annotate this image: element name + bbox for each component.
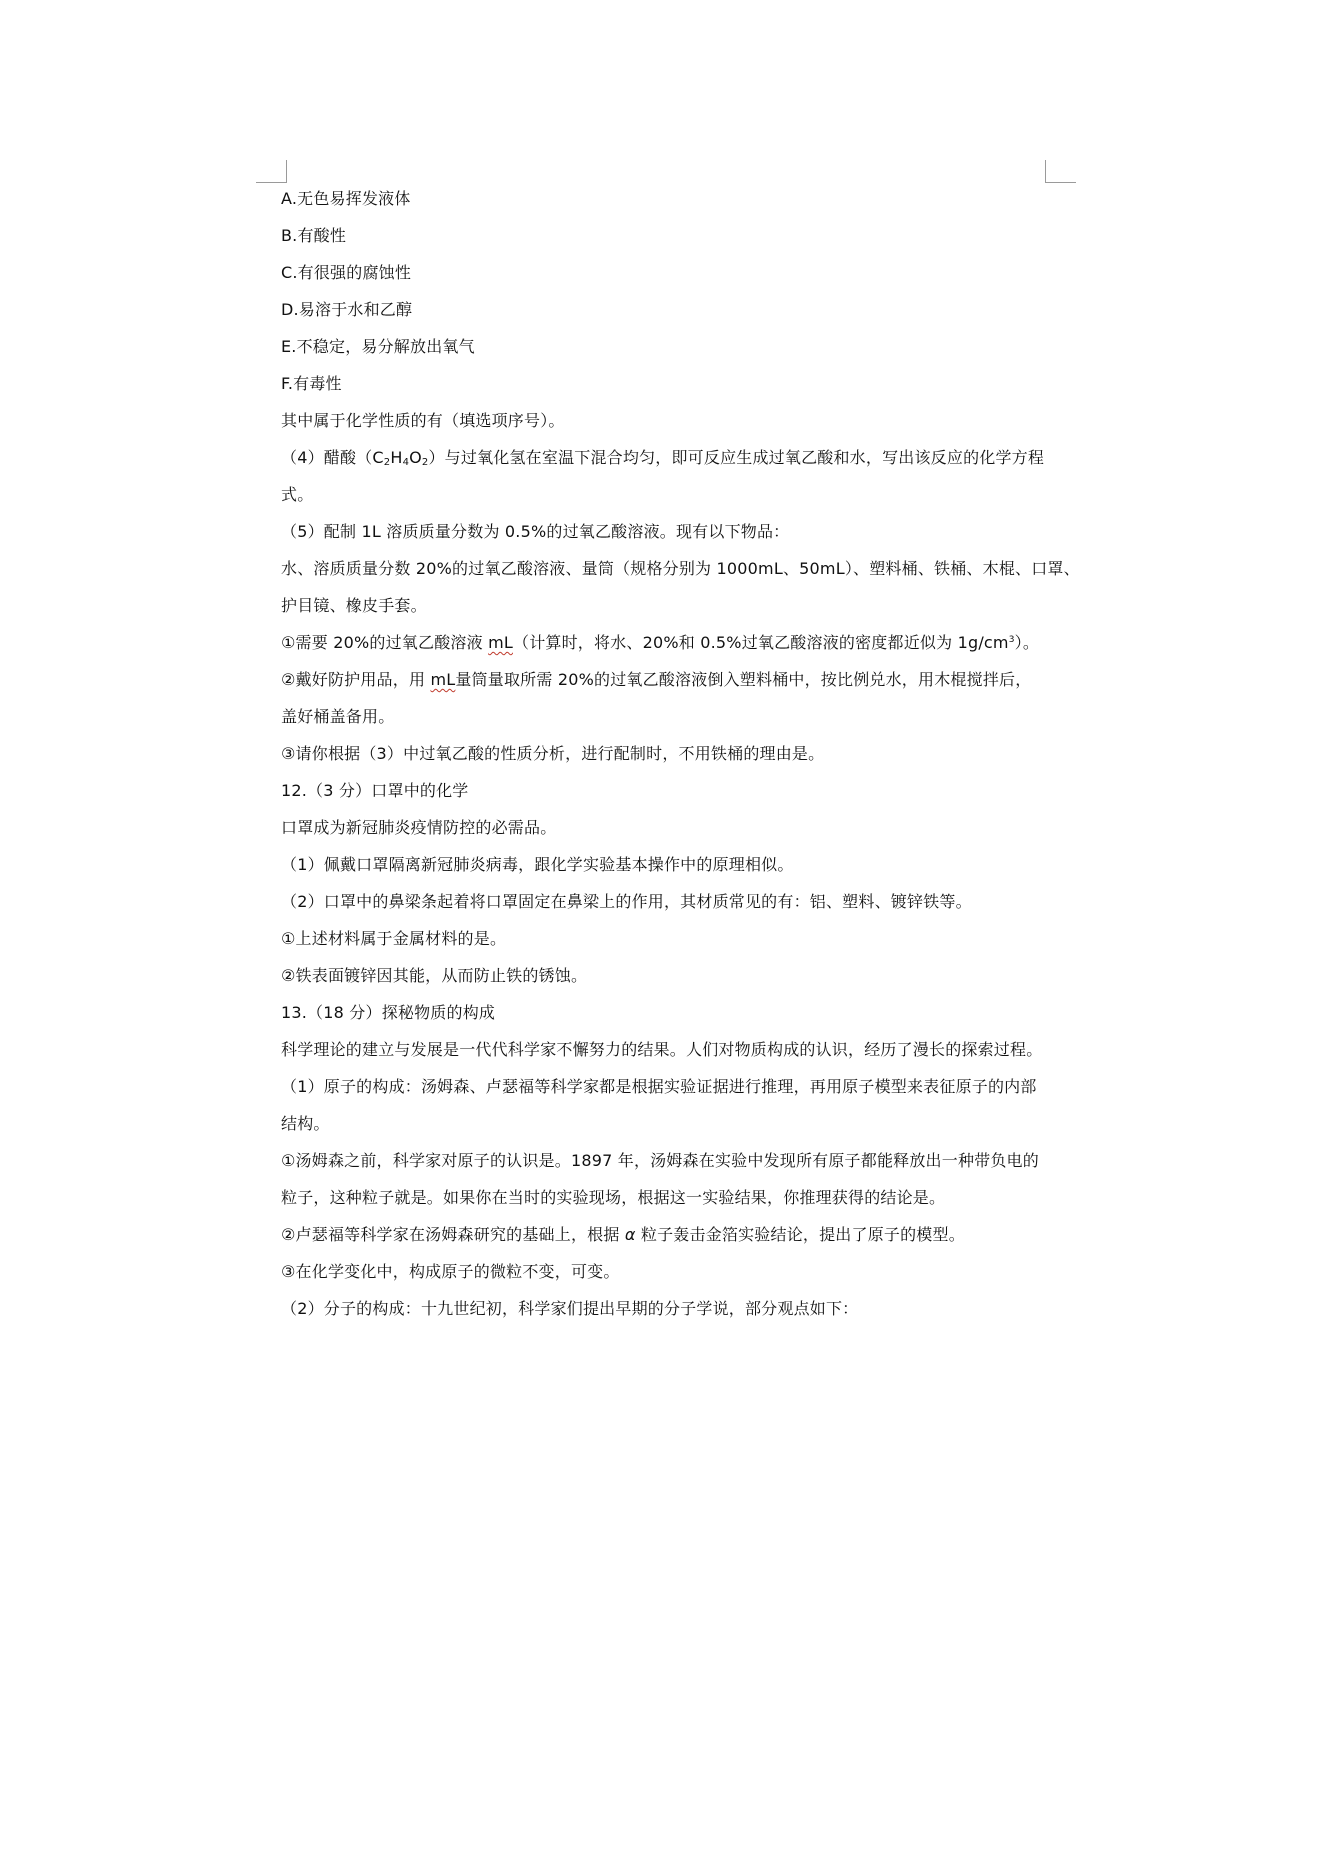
question-12-part-2: （2）口罩中的鼻梁条起着将口罩固定在鼻梁上的作用，其材质常见的有：铝、塑料、镀锌铁等。 <box>281 892 972 911</box>
step1-text-after: ）。 <box>1014 633 1040 652</box>
option-f: F.有毒性 <box>281 374 342 393</box>
q4-text-mid-2: O <box>409 448 422 467</box>
step1-unit: mL <box>488 633 513 652</box>
step2-text-after: 量筒量取所需 20%的过氧乙酸溶液倒入塑料桶中，按比例兑水，用木棍搅拌后， <box>455 670 1032 689</box>
question-5-step-3: ③请你根据（3）中过氧乙酸的性质分析，进行配制时，不用铁桶的理由是。 <box>281 744 825 763</box>
q4-sub-2: 4 <box>402 457 410 468</box>
question-12-part-2-sub-1: ①上述材料属于金属材料的是。 <box>281 929 507 948</box>
question-5-step-2-line-1 <box>281 661 1061 698</box>
option-c: C.有很强的腐蚀性 <box>281 263 412 282</box>
question-4-line-2: 式。 <box>281 485 314 504</box>
sub2-text-after: 粒子轰击金箔实验结论，提出了原子的模型。 <box>640 1225 965 1244</box>
question-13-sub-3: ③在化学变化中，构成原子的微粒不变，可变。 <box>281 1262 620 1281</box>
question-13-title: 13.（18 分）探秘物质的构成 <box>281 1003 496 1022</box>
q4-sub-1: 2 <box>383 457 391 468</box>
question-5-step-1 <box>281 624 1061 661</box>
question-5-items-line-1: 水、溶质质量分数 20%的过氧乙酸溶液、量筒（规格分别为 1000mL、50mL）、塑料桶、铁桶、木棍、口罩、 <box>281 559 1080 578</box>
sub2-text-before: ②卢瑟福等科学家在汤姆森研究的基础上，根据 <box>281 1225 620 1244</box>
question-13-part-2: （2）分子的构成：十九世纪初，科学家们提出早期的分子学说，部分观点如下： <box>281 1299 859 1318</box>
question-12-title: 12.（3 分）口罩中的化学 <box>281 781 469 800</box>
question-12-part-2-sub-2: ②铁表面镀锌因其能，从而防止铁的锈蚀。 <box>281 966 588 985</box>
step2-text-before: ②戴好防护用品，用 <box>281 670 426 689</box>
q4-text-mid-1: H <box>390 448 403 467</box>
question-5-items-line-2: 护目镜、橡皮手套。 <box>281 596 427 615</box>
q4-sub-3: 2 <box>421 457 429 468</box>
step1-text-middle: （计算时，将水、20%和 0.5%过氧乙酸溶液的密度都近似为 1g/cm <box>513 633 1009 652</box>
question-13-part-1-line-1: （1）原子的构成：汤姆森、卢瑟福等科学家都是根据实验证据进行推理，再用原子模型来表征原子的内部 <box>281 1077 1037 1096</box>
q4-text-before: （4）醋酸（C <box>281 448 384 467</box>
question-13-sub-2 <box>281 1216 1061 1253</box>
option-e: E.不稳定，易分解放出氧气 <box>281 337 475 356</box>
question-13-sub-1-line-2: 粒子，这种粒子就是。如果你在当时的实验现场，根据这一实验结果，你推理获得的结论是。 <box>281 1188 946 1207</box>
alpha-symbol: α <box>624 1225 636 1244</box>
option-a: A.无色易挥发液体 <box>281 189 411 208</box>
question-5-intro: （5）配制 1L 溶质质量分数为 0.5%的过氧乙酸溶液。现有以下物品： <box>281 522 790 541</box>
question-13-intro: 科学理论的建立与发展是一代代科学家不懈努力的结果。人们对物质构成的认识，经历了漫长的探索过程。 <box>281 1040 1043 1059</box>
question-13-part-1-line-2: 结构。 <box>281 1114 330 1133</box>
step1-superscript: 3 <box>1008 635 1015 645</box>
question-5-step-2-line-2: 盖好桶盖备用。 <box>281 707 395 726</box>
step2-unit: mL <box>430 670 456 689</box>
question-12-intro: 口罩成为新冠肺炎疫情防控的必需品。 <box>281 818 557 837</box>
question-13-sub-1-line-1: ①汤姆森之前，科学家对原子的认识是。1897 年，汤姆森在实验中发现所有原子都能释放出一种带负电的 <box>281 1151 1039 1170</box>
option-b: B.有酸性 <box>281 226 347 245</box>
step1-text-before: ①需要 20%的过氧乙酸溶液 <box>281 633 483 652</box>
option-d: D.易溶于水和乙醇 <box>281 300 413 319</box>
q4-text-after: ）与过氧化氢在室温下混合均匀，即可反应生成过氧乙酸和水，写出该反应的化学方程 <box>428 448 1045 467</box>
question-12-part-1: （1）佩戴口罩隔离新冠肺炎病毒，跟化学实验基本操作中的原理相似。 <box>281 855 794 874</box>
question-chemical-property: 其中属于化学性质的有（填选项序号）。 <box>281 411 565 430</box>
document-body <box>281 180 1080 1327</box>
question-4-line-1 <box>281 439 1061 476</box>
